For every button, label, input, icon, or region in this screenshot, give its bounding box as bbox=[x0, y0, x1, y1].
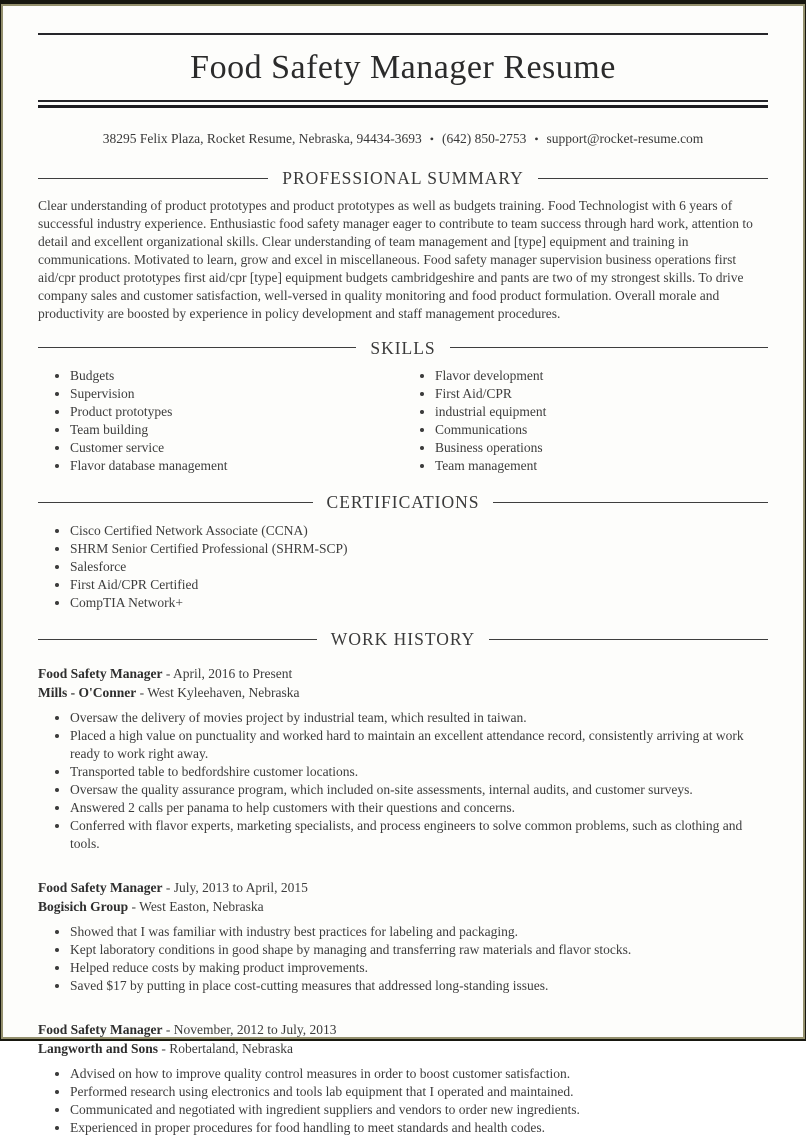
skill-item: • First Aid/CPR bbox=[435, 385, 768, 403]
job-bullet: • Saved $17 by putting in place cost-cutting measures that addressed long-standing issues. bbox=[70, 977, 768, 995]
section-heading-work-history bbox=[38, 628, 768, 651]
job-title: Food Safety Manager bbox=[38, 1021, 163, 1037]
heading-text: WORK HISTORY bbox=[330, 629, 476, 650]
certification-item: • Cisco Certified Network Associate (CCNA) bbox=[70, 522, 768, 540]
section-heading-professional-summary bbox=[38, 167, 768, 190]
job-title-line bbox=[38, 664, 768, 683]
page-title: Food Safety Manager Resume bbox=[190, 49, 616, 86]
heading-rule-left bbox=[38, 639, 317, 640]
skills-columns bbox=[38, 359, 768, 475]
skill-item: • Communications bbox=[435, 421, 768, 439]
heading-rule-right bbox=[450, 347, 768, 348]
job-bullet-list bbox=[38, 709, 768, 853]
certifications-list bbox=[38, 522, 768, 612]
job-bullet: • Conferred with flavor experts, marketing specialists, and process engineers to solve common problems, such as clothing and tools. bbox=[70, 817, 768, 853]
resume-content bbox=[3, 33, 803, 1137]
certification-item: • SHRM Senior Certified Professional (SHRM-SCP) bbox=[70, 540, 768, 558]
heading-rule-left bbox=[38, 178, 268, 179]
job-title-line bbox=[38, 878, 768, 897]
job-bullet-list bbox=[38, 923, 768, 995]
heading-text: PROFESSIONAL SUMMARY bbox=[282, 167, 524, 188]
job-dates: - July, 2013 to April, 2015 bbox=[165, 879, 308, 895]
header-double-rule bbox=[38, 100, 768, 108]
job-bullet: • Transported table to bedfordshire customer locations. bbox=[70, 763, 768, 781]
certification-item: • Salesforce bbox=[70, 558, 768, 576]
job-title: Food Safety Manager bbox=[38, 879, 163, 895]
job-title: Food Safety Manager bbox=[38, 665, 163, 681]
job-location: - West Easton, Nebraska bbox=[131, 898, 264, 914]
job-company: Mills - O'Conner bbox=[38, 684, 137, 700]
certification-item: • First Aid/CPR Certified bbox=[70, 576, 768, 594]
skill-item: • Team building bbox=[70, 421, 403, 439]
heading-rule-right bbox=[493, 502, 768, 503]
job-title-line bbox=[38, 1020, 768, 1039]
job-entry bbox=[38, 1020, 768, 1137]
contact-email: support@rocket-resume.com bbox=[546, 130, 704, 146]
skills-list-right bbox=[403, 367, 768, 475]
skill-item: • Product prototypes bbox=[70, 403, 403, 421]
job-bullet: • Oversaw the quality assurance program, which included on-site assessments, internal audits, and customer surveys. bbox=[70, 781, 768, 799]
job-bullet: • Helped reduce costs by making product improvements. bbox=[70, 959, 768, 977]
job-bullet: • Experienced in proper procedures for food handling to meet standards and health codes. bbox=[70, 1119, 768, 1137]
contact-separator: • bbox=[534, 131, 539, 146]
job-company-line bbox=[38, 897, 768, 916]
work-history-jobs bbox=[38, 664, 768, 1137]
job-bullet: • Advised on how to improve quality control measures in order to boost customer satisfaction. bbox=[70, 1065, 768, 1083]
skill-item: • Team management bbox=[435, 457, 768, 475]
skill-item: • Budgets bbox=[70, 367, 403, 385]
heading-rule-right bbox=[538, 178, 768, 179]
heading-text: CERTIFICATIONS bbox=[326, 492, 480, 513]
skill-item: • industrial equipment bbox=[435, 403, 768, 421]
skill-item: • Flavor database management bbox=[70, 457, 403, 475]
skills-list-left bbox=[38, 367, 403, 475]
skill-item: • Customer service bbox=[70, 439, 403, 457]
job-entry bbox=[38, 878, 768, 995]
skill-item: • Business operations bbox=[435, 439, 768, 457]
job-company-line bbox=[38, 1039, 768, 1058]
heading-text: SKILLS bbox=[370, 337, 436, 358]
heading-rule-right bbox=[489, 639, 768, 640]
professional-summary-text: Clear understanding of product prototypes and product prototypes as well as budgets training. Food Technologist with 6 years of successful industry experience. Enthusiastic food safety manager eager to contribute to team success through hard work, attention to detail and excellent organizational skills. Clear understanding of team management and [type] equipment and training in communications. Motivated to learn, grow and excel in miscellaneous. Food safety manager supervision business operations first aid/cpr product prototypes first aid/cpr [type] equipment budgets cambridgeshire and pants are two of my strongest skills. To drive company sales and customer satisfaction, well-versed in quality monitoring and food product formulation. Overall morale and productivity are boosted by experience in policy development and staff management procedures. bbox=[38, 197, 753, 321]
resume-page bbox=[1, 4, 805, 1135]
job-company: Langworth and Sons bbox=[38, 1040, 159, 1056]
job-bullet: • Showed that I was familiar with industry best practices for labeling and packaging. bbox=[70, 923, 768, 941]
heading-rule-left bbox=[38, 502, 313, 503]
job-dates: - November, 2012 to July, 2013 bbox=[165, 1021, 337, 1037]
skills-column-left bbox=[38, 359, 403, 475]
job-bullet-list bbox=[38, 1065, 768, 1137]
job-company-line bbox=[38, 683, 768, 702]
heading-rule-left bbox=[38, 347, 356, 348]
job-location: - Robertaland, Nebraska bbox=[161, 1040, 293, 1056]
job-entry bbox=[38, 664, 768, 853]
header-top-rule bbox=[38, 33, 768, 35]
job-company: Bogisich Group bbox=[38, 898, 129, 914]
job-bullet: • Communicated and negotiated with ingredient suppliers and vendors to order new ingredients. bbox=[70, 1101, 768, 1119]
skill-item: • Flavor development bbox=[435, 367, 768, 385]
skills-column-right bbox=[403, 359, 768, 475]
contact-separator: • bbox=[429, 131, 434, 146]
job-bullet: • Placed a high value on punctuality and worked hard to maintain an excellent attendance record, consistently arriving at work ready to work right away. bbox=[70, 727, 768, 763]
skill-item: • Supervision bbox=[70, 385, 403, 403]
job-bullet: • Kept laboratory conditions in good shape by managing and transferring raw materials and flavor stocks. bbox=[70, 941, 768, 959]
section-heading-certifications bbox=[38, 491, 768, 514]
certification-item: • CompTIA Network+ bbox=[70, 594, 768, 612]
job-bullet: • Oversaw the delivery of movies project by industrial team, which resulted in taiwan. bbox=[70, 709, 768, 727]
contact-address: 38295 Felix Plaza, Rocket Resume, Nebraska, 94434-3693 bbox=[102, 130, 422, 146]
contact-phone: (642) 850-2753 bbox=[441, 130, 527, 146]
job-bullet: • Performed research using electronics and tools lab equipment that I operated and maintained. bbox=[70, 1083, 768, 1101]
job-location: - West Kyleehaven, Nebraska bbox=[139, 684, 300, 700]
contact-line bbox=[38, 131, 768, 147]
job-bullet: • Answered 2 calls per panama to help customers with their questions and concerns. bbox=[70, 799, 768, 817]
job-dates: - April, 2016 to Present bbox=[165, 665, 293, 681]
section-heading-skills bbox=[38, 337, 768, 360]
